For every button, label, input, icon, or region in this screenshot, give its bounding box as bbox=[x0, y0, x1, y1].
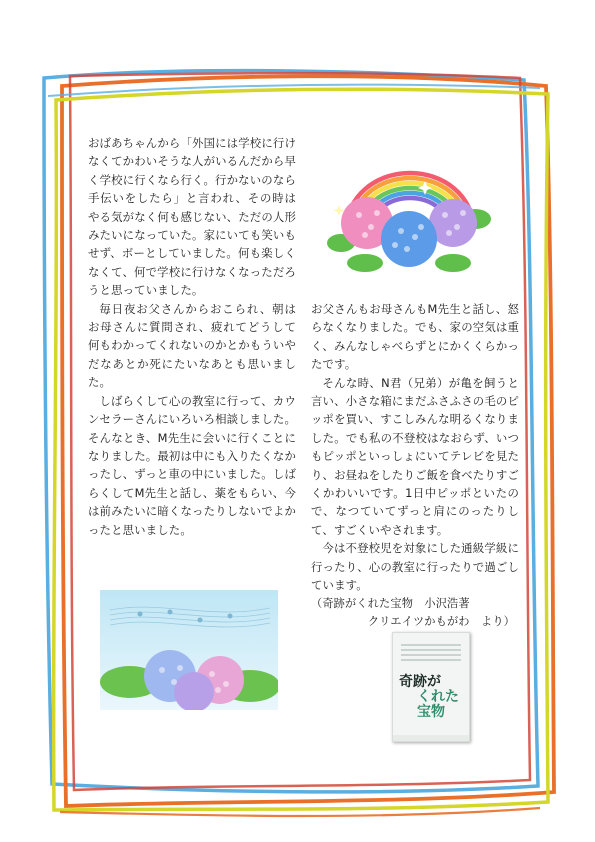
source-credit: クリエイツかもがわ より） bbox=[367, 614, 515, 628]
paragraph: 毎日夜お父さんからおこられ、朝はお母さんに質問され、疲れてどうして何もわかってくれないのかとかもういやだなあとか死にたいなあとも思いました。 bbox=[88, 301, 296, 390]
hydrangea-rainbow-illustration bbox=[325, 165, 495, 275]
book-cover-band bbox=[393, 735, 469, 741]
paragraph: お父さんもお母さんもM先生と話し、怒らなくなりました。でも、家の空気は重く、みんなしゃべらずとにかくくらかったです。 bbox=[311, 302, 519, 372]
book-title-line: 奇跡が bbox=[399, 674, 441, 690]
book-cover-decoration bbox=[401, 641, 461, 664]
paragraph: そんな時、N君（兄弟）が亀を飼うと言い、小さな箱にまだふさふさの毛のピッポを買い、すこしみんな明るくなりました。でも私の不登校はなおらず、いつもピッポといっしょにいてテレビを見たり、お昼ねをしたりご飯を食べたりすごくかわいいです。1日中ピッポといたので、なつていてずっと肩にのったりして、すごくいやされます。 bbox=[311, 375, 519, 537]
book-title bbox=[399, 675, 465, 720]
left-text-column bbox=[88, 134, 296, 539]
source-credit: （奇跡がくれた宝物 小沢浩著 bbox=[311, 596, 470, 610]
hydrangea-music-illustration bbox=[100, 590, 278, 710]
book-cover-image bbox=[392, 632, 470, 742]
book-title-line: くれた bbox=[417, 689, 459, 705]
paragraph: おばあちゃんから「外国には学校に行けなくてかわいそうな人がいるんだから早く学校に行くなら行く。行かないのなら手伝いをしたら」と言われ、その時はやる気がなく何も感じない、ただの人形みたいになっていた。家にいても笑いもせず、ボーとしていました。何も楽しくなくて、何で学校に行けなくなっただろうと思っていました。 bbox=[88, 136, 296, 298]
right-text-column bbox=[311, 300, 519, 631]
paragraph: しばらくして心の教室に行って、カウンセラーさんにいろいろ相談しました。そんなとき、M先生に会いに行くことになりました。最初は中にも入りたくなかったし、ずっと車の中にいました。しばらくしてM先生と話し、薬をもらい、今は前みたいに暗くなったりしないでよかったと思いました。 bbox=[88, 393, 296, 537]
book-title-line: 宝物 bbox=[417, 704, 445, 720]
paragraph: 今は不登校児を対象にした通級学級に行ったり、心の教室に行ったりで過ごしています。 bbox=[311, 541, 519, 593]
